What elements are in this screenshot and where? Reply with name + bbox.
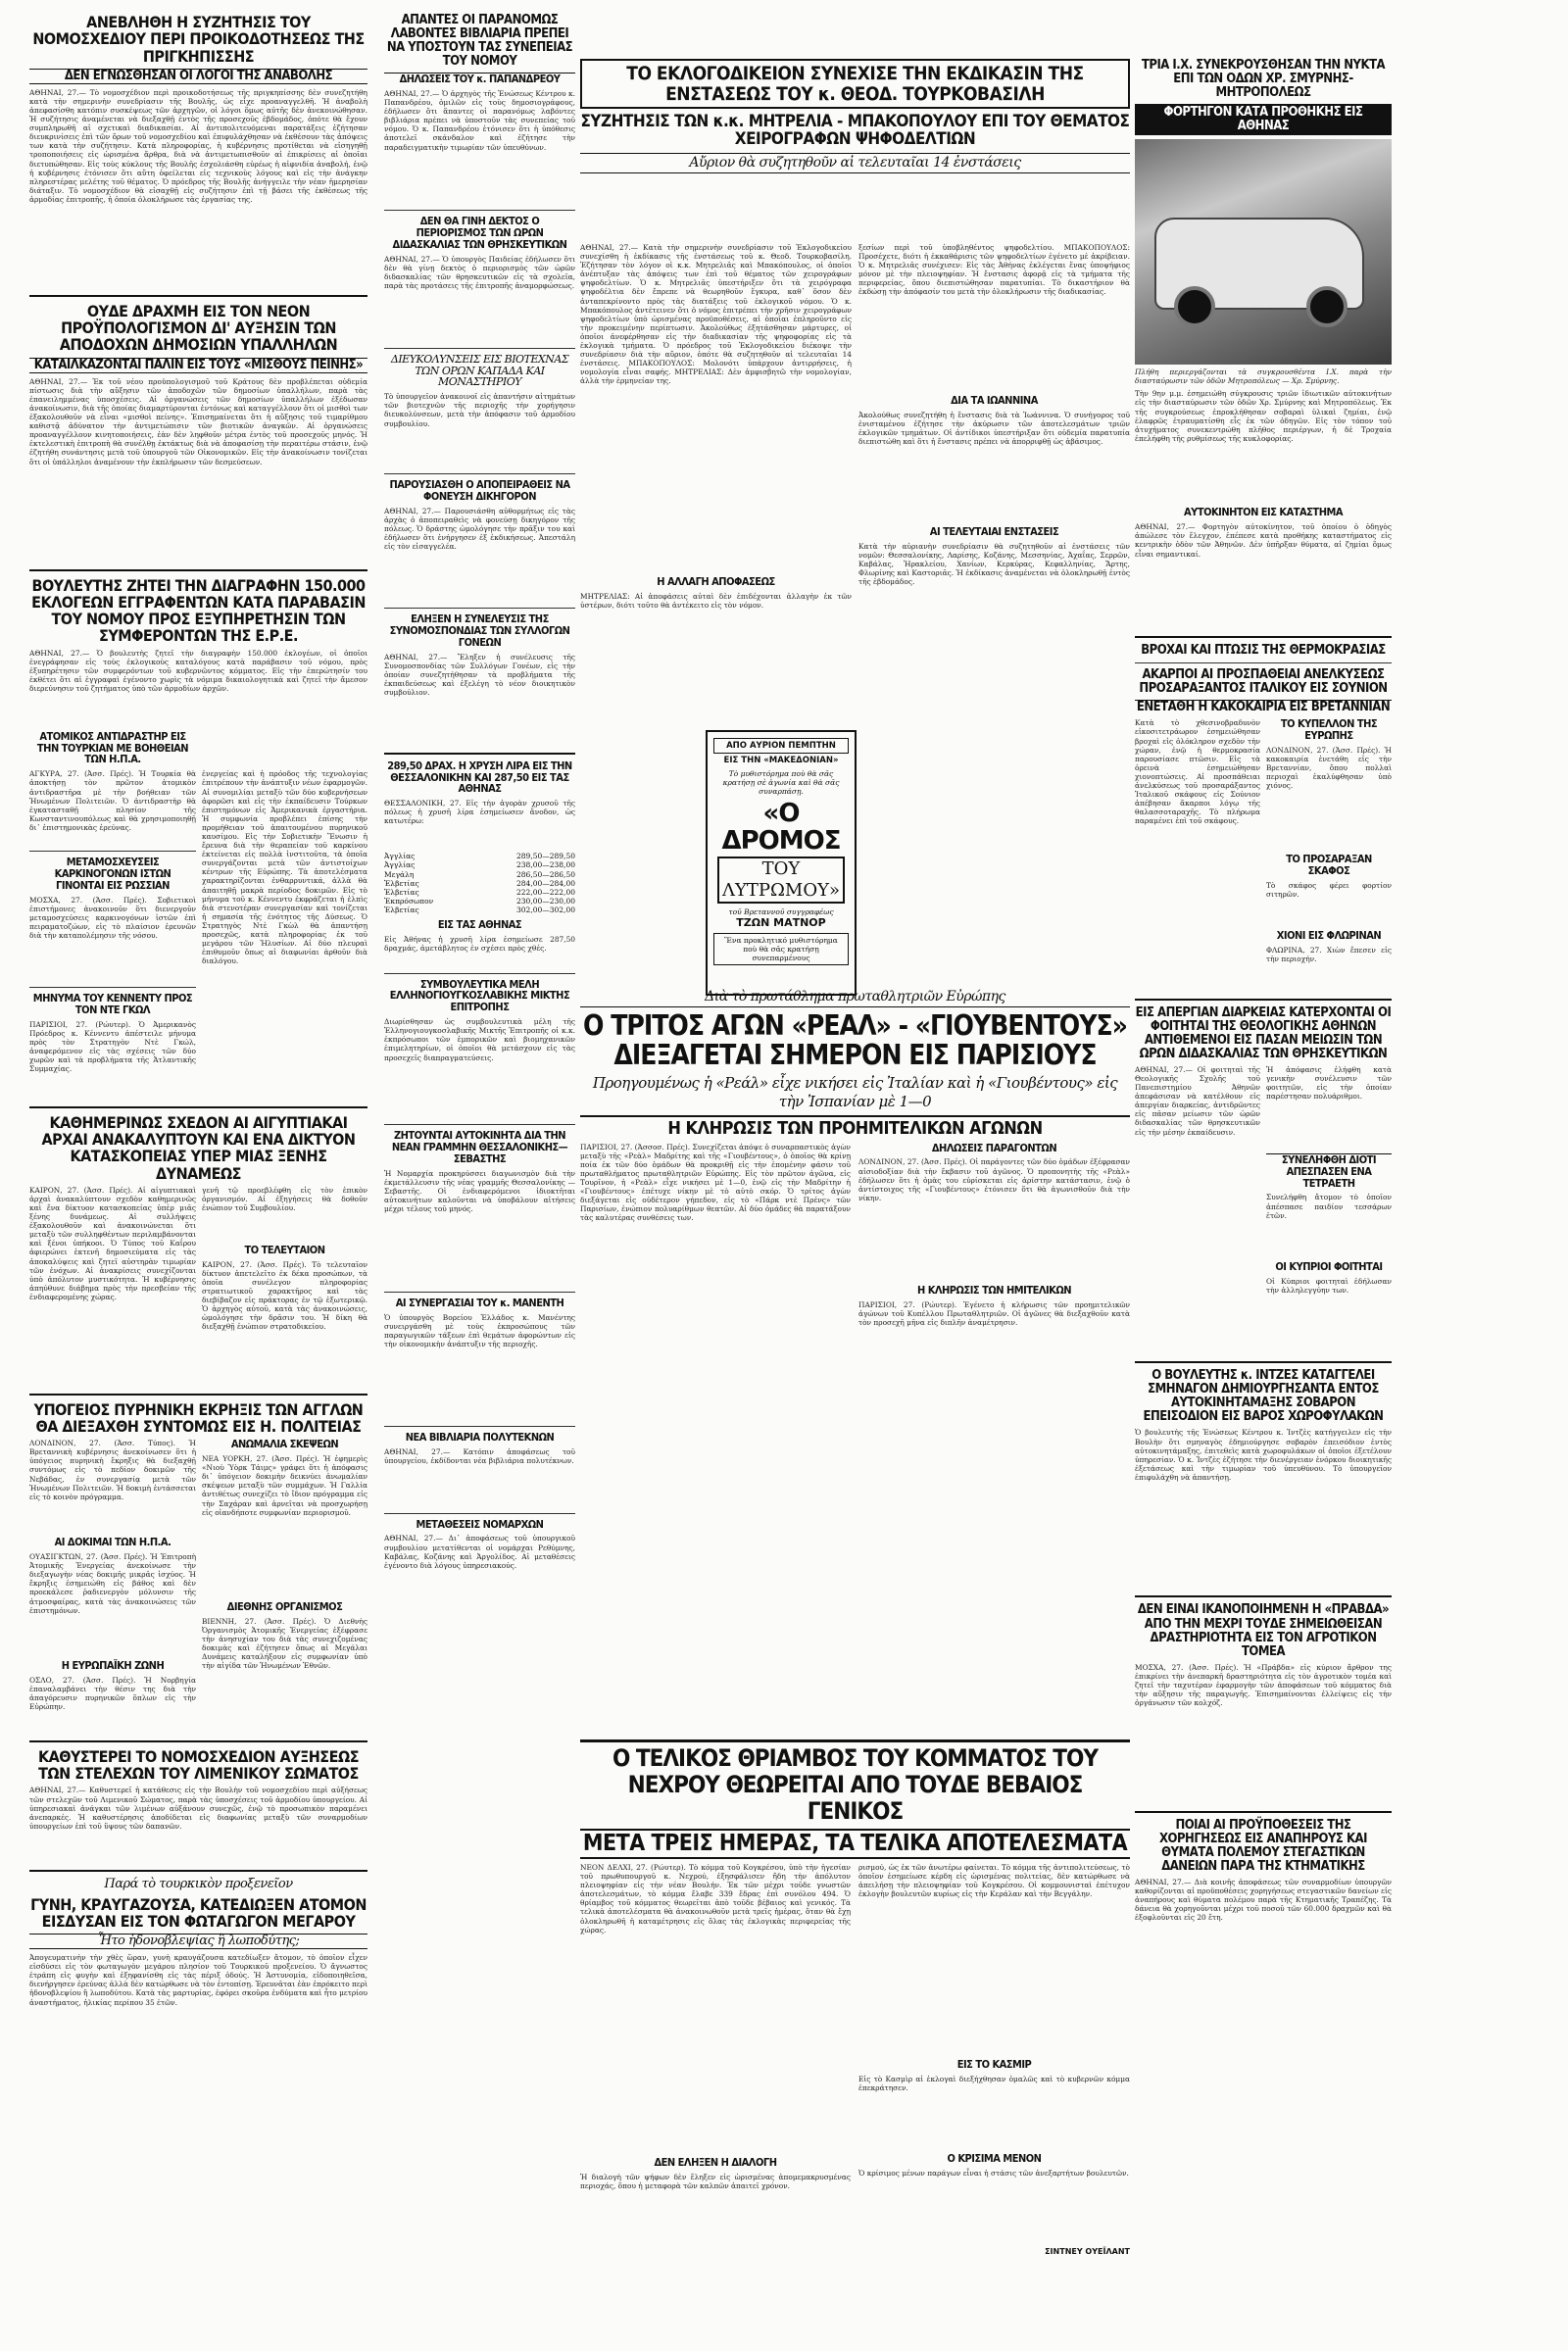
article-text: ΜΗΤΡΕΛΙΑΣ: Αἱ ἀποφάσεις αὐταὶ δὲν ἐπιδέχονται ἀλλαγὴν ἐκ τῶν ὑστέρων, διότι τοῦτο θὰ ἀντέκειτο εἰς τὸν νόμον. [580,591,852,610]
headline-housing-loans: ΠΟΙΑΙ ΑΙ ΠΡΟΫΠΟΘΕΣΕΙΣ ΤΗΣ ΧΟΡΗΓΗΣΕΩΣ ΕΙΣ ΑΝΑΠΗΡΟΥΣ ΚΑΙ ΘΥΜΑΤΑ ΠΟΛΕΜΟΥ ΣΤΕΓΑΣΤΙΚΩΝ ΔΑΝΕΙΩΝ ΠΑΡΑ ΤΗΣ ΚΤΗΜΑΤΙΚΗΣ [1159,1817,1367,1874]
dateline: ΑΘΗΝΑΙ, 27.— [29,648,90,658]
gold-row-label: Ἐκπρόσωπον [384,897,434,906]
article-text: ΑΘΗΝΑΙ, 27.— Παρουσιάσθη αὐθορμήτως εἰς τὰς ἀρχὰς ὁ ἀποπειραθεὶς νὰ φονεύσῃ δικηγόρον τῆς πόλεως. Ὁ δράστης ὡμολόγησε τὴν πρᾶξιν του καὶ ἐδήλωσεν ὅτι ἐνήργησεν ἐξ ἐκδικήσεως. Ἀπεστάλη εἰς τὸν εἰσαγγελέα. [384,507,575,552]
article-text: Ἡ Νομαρχία προκηρύσσει διαγωνισμὸν διὰ τὴν ἐκμετάλλευσιν τῆς νέας γραμμῆς Θεσσαλονίκης — Σεβαστῆς. Οἱ ἐνδιαφερόμενοι ἰδιοκτῆται αὐτοκινήτων καλοῦνται νὰ ὑποβάλουν αἰτήσεις μέχρι τέλους τοῦ μηνός. [384,1168,575,1214]
subhead-europe-cup: ΤΟ ΚΥΠΕΛΛΟΝ ΤΗΣ ΕΥΡΩΠΗΣ [1280,717,1378,743]
article-text: Ἡ διαλογὴ τῶν ψήφων δὲν ἔληξεν εἰς ὡρισμένας ἀπομεμακρυσμένας περιοχάς, ὅπου ἡ μεταφορὰ τῶν καλπῶν ἀπαιτεῖ χρόνον. [580,2172,851,2190]
headline-parents: ΕΛΗΞΕΝ Η ΣΥΝΕΛΕΥΣΙΣ ΤΗΣ ΣΥΝΟΜΟΣΠΟΝΔΙΑΣ ΤΩΝ ΣΥΛΛΟΓΩΝ ΓΟΝΕΩΝ [389,612,570,649]
ad-paper: ΕΙΣ ΤΗΝ «ΜΑΚΕΔΟΝΙΑΝ» [723,756,839,765]
gold-row-label: Ἀγγλίας [384,860,416,870]
dateline: ΑΘΗΝΑΙ, 27.— [29,376,88,386]
headline-booklets: ΑΠΑΝΤΕΣ ΟΙ ΠΑΡΑΝΟΜΩΣ ΛΑΒΟΝΤΕΣ ΒΙΒΛΙΑΡΙΑ ΠΡΕΠΕΙ ΝΑ ΥΠΟΣΤΟΥΝ ΤΑΣ ΣΥΝΕΠΕΙΑΣ ΤΟΥ ΝΟΜΟΥ [386,13,573,70]
car-wheel [1174,286,1215,327]
headline-suspect: ΠΑΡΟΥΣΙΑΣΘΗ Ο ΑΠΟΠΕΙΡΑΘΕΙΣ ΝΑ ΦΟΝΕΥΣΗ ΔΙΚΗΓΟΡΟΝ [389,478,570,504]
gold-row-value: 230,00—230,00 [516,897,575,906]
article-text: Κατὰ τὸ χθεσινοβραδυνὸν εἰκοσιτετράωρον ἐσημειώθησαν βροχαὶ εἰς ὁλόκληρον σχεδὸν τὴν χώραν, ἐνῷ ἡ θερμοκρασία παρουσίασε πτῶσιν. Εἰς τὰ ὀρεινὰ ἐσημειώθησαν χιονοπτώσεις. Αἱ προσπάθειαι ἀνελκύσεως τοῦ προσαράξαντος Ἰταλικοῦ σκάφους εἰς Σούνιον ἀπέβησαν ἄκαρποι λόγῳ τῆς θαλασσοταραχῆς. Τὸ πλήρωμα παραμένει ἐπὶ τοῦ σκάφους. [1135,718,1260,826]
headline-port-corps: ΚΑΘΥΣΤΕΡΕΙ ΤΟ ΝΟΜΟΣΧΕΔΙΟΝ ΑΥΞΗΣΕΩΣ ΤΩΝ ΣΤΕΛΕΧΩΝ ΤΟΥ ΛΙΜΕΝΙΚΟΥ ΣΩΜΑΤΟΣ [37,1746,360,1784]
article-text: Διωρίσθησαν ὡς συμβουλευτικὰ μέλη τῆς Ἑλληνογιουγκοσλαβικῆς Μικτῆς Ἐπιτροπῆς οἱ κ.κ. ἐκπρόσωποι τῶν ἐμπορικῶν καὶ βιομηχανικῶν ἐπιμελητηρίων, οἱ ὁποῖοι θὰ μετάσχουν εἰς τὰς προσεχεῖς διαπραγματεύσεις. [384,1017,575,1062]
subhead-truck: ΦΟΡΤΗΓΟΝ ΚΑΤΑ ΠΡΟΘΗΚΗΣ ΕΙΣ ΑΘΗΝΑΣ [1135,104,1392,135]
article-text: ΠΑΡΙΣΙΟΙ, 27. (Ρώυτερ). Ἐγένετο ἡ κλήρωσις τῶν προημιτελικῶν ἀγώνων τοῦ Κυπέλλου Πρωταθλητριῶν. Οἱ ἀγῶνες θὰ διεξαχθοῦν κατὰ τὸν προσεχῆ μῆνα εἰς διπλῆν ἀναμέτρησιν. [858,1300,1130,1328]
article-text: ΑΘΗΝΑΙ, 27.— Φορτηγὸν αὐτοκίνητον, τοῦ ὁποίου ὁ ὁδηγὸς ἀπώλεσε τὸν ἔλεγχον, ἐπέπεσε κατὰ προθήκης καταστήματος εἰς κεντρικὴν ὁδὸν τῶν Ἀθηνῶν. Δὲν ὑπῆρξαν θύματα, αἱ ζημίαι ὅμως εἶναι σημαντικαί. [1135,522,1392,559]
headline-booklets-large-families: ΝΕΑ ΒΙΒΛΙΑΡΙΑ ΠΟΛΥΤΕΚΝΩΝ [405,1430,555,1444]
subhead-cypriot-students: ΟΙ ΚΥΠΡΙΟΙ ΦΟΙΤΗΤΑΙ [1275,1260,1383,1274]
gold-price-row [384,860,575,869]
article-text: Ἀπογευματινὴν τὴν χθὲς ὥραν, γυνὴ κραυγάζουσα κατεδίωξεν ἄτομον, τὸ ὁποῖον εἶχεν εἰσδύσει εἰς τὸν φωταγωγὸν μεγάρου πλησίον τοῦ Τουρκικοῦ προξενείου. Ὁ ἄγνωστος ἐτράπη εἰς φυγὴν καὶ ἐξηφανίσθη εἰς τὰς πέριξ ὁδούς. Ἡ Ἀστυνομία, εἰδοποιηθεῖσα, διενήργησεν ἐρεύνας ἀλλὰ δὲν κατώρθωσε νὰ τὸν ἐντοπίσῃ. Ἐρευνᾶται ἐὰν ἐπρόκειτο περὶ ἡδονοβλεψίου ἢ λωποδύτου. Κατὰ τὰς μαρτυρίας, ἐφόρει σκοῦρα ἐνδύματα καὶ ἦτο μετρίου ἀναστήματος, ἠλικίας περίπου 35 ἐτῶν. [29,1953,368,2007]
article-text: ΝΕΟΝ ΔΕΛΧΙ, 27. (Ρώυτερ). Τὸ κόμμα τοῦ Κογκρέσου, ὑπὸ τὴν ἡγεσίαν τοῦ πρωθυπουργοῦ κ. Νεχρού, ἐξησφάλισεν ἤδη τὴν ἀπόλυτον πλειοψηφίαν εἰς τὴν νέαν Βουλήν. Ἐκ τῶν μέχρι τοῦδε γνωστῶν ἀποτελεσμάτων, τὸ κόμμα ἔλαβε 339 ἕδρας ἐπὶ συνόλου 494. Ὁ θρίαμβος τοῦ κόμματος θεωρεῖται ἀπὸ τοῦδε βέβαιος καὶ γενικός. Τὰ τελικὰ ἀποτελέσματα θὰ ἀνακοινωθοῦν μετὰ τρεῖς ἡμέρας, ὅταν θὰ ἔχῃ ὁλοκληρωθῆ ἡ καταμέτρησις εἰς ὅλας τὰς ἐκλογικὰς περιφερείας τῆς χώρας. [580,1863,851,1935]
article-text: Ὁ ὑπουργὸς Βορείου Ἑλλάδος κ. Μανέντης συνειργάσθη μὲ τοὺς ἐκπροσώπους τῶν παραγωγικῶν τάξεων ἐπὶ θεμάτων ἀφορώντων εἰς τὴν οἰκονομικὴν ἀνάπτυξιν τῆς περιοχῆς. [384,1312,575,1348]
article-text: Εἰς τὸ Κασμὶρ αἱ ἐκλογαὶ διεξήχθησαν ὁμαλῶς καὶ τὸ κυβερνῶν κόμμα ἐπεκράτησεν. [858,2074,1130,2092]
gold-price-table [384,852,575,914]
headline-joint-committee: ΣΥΜΒΟΥΛΕΥΤΙΚΑ ΜΕΛΗ ΕΛΛΗΝΟΓΙΟΥΓΚΟΣΛΑΒΙΚΗΣ ΜΙΚΤΗΣ ΕΠΙΤΡΟΠΗΣ [389,977,570,1014]
article-text: Ὁ βουλευτὴς τῆς Ἑνώσεως Κέντρου κ. Ἰντζὲς κατήγγειλεν εἰς τὴν Βουλὴν ὅτι σμηναγὸς ἐδημιούργησε σοβαρὸν ἐπεισόδιον ἐντὸς αὐτοκινητάμαξης, ἐπιτεθεὶς κατὰ χωροφυλάκων οἱ ὁποῖοι ἐξετέλουν ὑπηρεσίαν. Ὁ κ. Ἰντζὲς ἐζήτησε τὴν διενέργειαν ἐνόρκου διοικητικῆς ἐξετάσεως καὶ τὴν τιμωρίαν τοῦ ὑπευθύνου. Τὸ ὑπουργεῖον ἐπιφυλάχθη νὰ ἀπαντήσῃ. [1135,1428,1392,1482]
subhead-ioannina: ΔΙΑ ΤΑ ΙΩΑΝΝΙΝΑ [951,394,1038,407]
subhead-us-tests: ΑΙ ΔΟΚΙΜΑΙ ΤΩΝ Η.Π.Α. [54,1536,172,1549]
subhead-last-objections: ΑΙ ΤΕΛΕΥΤΑΙΑΙ ΕΝΣΤΑΣΕΙΣ [929,524,1059,538]
sport-section [580,990,1130,1398]
gold-row-label: Μεγάλη [384,869,415,879]
gold-row-value: 302,00—302,00 [516,906,575,915]
dateline: ΑΘΗΝΑΙ, 27.— [384,89,440,98]
gold-price-row [384,870,575,879]
headline-intzes: Ο ΒΟΥΛΕΥΤΗΣ κ. ΙΝΤΖΕΣ ΚΑΤΑΓΓΕΛΕΙ ΣΜΗΝΑΓΟΝ ΔΗΜΙΟΥΡΓΗΣΑΝΤΑ ΕΝΤΟΣ ΑΥΤΟΚΙΝΗΤΑΜΑΞΗΣ ΣΟΒΑΡΟΝ ΕΠΕΙΣΟΔΙΟΝ ΕΙΣ ΒΑΡΟΣ ΧΩΡΟΦΥΛΑΚΩΝ [1143,1368,1384,1425]
center-right-column [858,243,1130,669]
dateline: ΑΘΗΝΑΙ, 27.— [384,1446,451,1456]
article-text: ΛΟΝΔΙΝΟΝ, 27. (Ἀσσ. Πρές). Ἡ κακοκαιρία ἐνετάθη εἰς τὴν Βρεταννίαν, ὅπου πολλαὶ περιοχαὶ ἐκαλύφθησαν ὑπὸ χιόνος. [1266,746,1392,791]
car-wheel [1306,286,1348,327]
headline-reactor: ΑΤΟΜΙΚΟΣ ΑΝΤΙΔΡΑΣΤΗΡ ΕΙΣ ΤΗΝ ΤΟΥΡΚΙΑΝ ΜΕ ΒΟΗΘΕΙΑΝ ΤΩΝ Η.Π.Α. [36,729,189,766]
gold-row-label: Ἑλβετίας [384,878,419,888]
headline-nuclear-test: ΥΠΟΓΕΙΟΣ ΠΥΡΗΝΙΚΗ ΕΚΡΗΞΙΣ ΤΩΝ ΑΓΓΛΩΝ ΘΑ ΔΙΕΞΑΧΘΗ ΣΥΝΤΟΜΩΣ ΕΙΣ Η. ΠΟΛΙΤΕΙΑΣ [33,1399,364,1436]
article-text: Ἡ ἀπόφασις ἐλήφθη κατὰ γενικὴν συνέλευσιν τῶν φοιτητῶν, εἰς τὴν ὁποίαν παρέστησαν πολυάριθμοι. [1266,1064,1392,1102]
gold-price-row [384,852,575,860]
article-text: ΜΟΣΧΑ, 27. (Ἀσσ. Πρές). Ἡ «Πράβδα» εἰς κύριον ἄρθρον της ἐπικρίνει τὴν ἀνεπαρκῆ δραστηριότητα εἰς τὸν ἀγροτικὸν τομέα καὶ ζητεῖ τὴν ταχυτέραν ἐφαρμογὴν τῶν ἀποφάσεων τοῦ κόμματος διὰ τὴν αὔξησιν τῆς παραγωγῆς. Ἐπισημαίνονται ἐλλείψεις εἰς τὴν ὀργάνωσιν τῶν κολχόζ. [1135,1662,1392,1707]
headline-voter-rolls: ΒΟΥΛΕΥΤΗΣ ΖΗΤΕΙ ΤΗΝ ΔΙΑΓΡΑΦΗΝ 150.000 ΕΚΛΟΓΕΩΝ ΕΓΓΡΑΦΕΝΤΩΝ ΚΑΤΑ ΠΑΡΑΒΑΣΙΝ ΤΟΥ ΝΟΜΟΥ ΠΡΟΣ ΕΞΥΠΗΡΕΤΗΣΙΝ ΤΩΝ ΣΥΜΦΕΡΟΝΤΩΝ ΤΗΣ Ε.Ρ.Ε. [31,575,366,646]
article-text: ΑΘΗΝΑΙ, 27.— Δι᾿ ἀποφάσεως τοῦ ὑπουργικοῦ συμβουλίου μετατίθενται οἱ νομάρχαι Ρεθύμνης, Καβάλας, Κοζάνης καὶ Ἀργολίδος. Αἱ μεταθέσεις ἐγένοντο διὰ λόγους ὑπηρεσιακούς. [384,1534,575,1570]
article-text: ΟΥΑΣΙΓΚΤΩΝ, 27. (Ἀσσ. Πρές). Ἡ Ἐπιτροπὴ Ἀτομικῆς Ἐνεργείας ἀνεκοίνωσε τὴν διεξαγωγὴν νέας δοκιμῆς μικρᾶς ἰσχύος. Ἡ ἔκρηξις ἐσημειώθη εἰς βάθος καὶ δὲν προεκάλεσε ῥαδιενεργὸν μόλυνσιν τῆς ἀτμοσφαίρας, κατὰ τὰς ἀνακοινώσεις τῶν ἐπιστημόνων. [29,1552,196,1615]
subhead-florina-snow: ΧΙΟΝΙ ΕΙΣ ΦΛΩΡΙΝΑΝ [1276,928,1382,942]
article-text: ΦΛΩΡΙΝΑ, 27. Χιὼν ἔπεσεν εἰς τὴν περιοχήν. [1266,945,1392,963]
dateline: ΑΘΗΝΑΙ, 27.— [1135,1064,1193,1074]
dateline: ΑΘΗΝΑΙ, 27.— [384,254,440,264]
gold-row-value: 286,50—286,50 [516,869,575,879]
headline-woman-chase: ΓΥΝΗ, ΚΡΑΥΓΑΖΟΥΣΑ, ΚΑΤΕΔΙΩΞΕΝ ΑΤΟΜΟΝ ΕΙΣΔΥΣΑΝ ΕΙΣ ΤΟΝ ΦΩΤΑΓΩΓΟΝ ΜΕΓΑΡΟΥ [30,1894,367,1931]
left-column [29,14,368,2090]
dateline: ΑΘΗΝΑΙ, 27.— [1135,1877,1192,1886]
article-text: ΑΘΗΝΑΙ, 27.— Ὁ ὑπουργὸς Παιδείας ἐδήλωσεν ὅτι δὲν θὰ γίνῃ δεκτὸς ὁ περιορισμὸς τῶν ὡρῶν διδασκαλίας τῶν θρησκευτικῶν εἰς τὰ σχολεῖα, παρὰ τὰς προτάσεις τῆς ἐπιτροπῆς ἀναμορφώσεως. [384,254,575,290]
byline-sydney-weiland: ΣΙΝΤΝΕΥ ΟΥΕΪΛΑΝΤ [1045,2246,1130,2256]
article-text: ΚΑΙΡΟΝ, 27. (Ἀσσ. Πρές). Αἱ αἰγυπτιακαὶ ἀρχαὶ ἀνακαλύπτουν σχεδὸν καθημερινῶς καὶ ἕνα δίκτυον κατασκοπείας ὑπὲρ μιᾶς ξένης δυνάμεως. Αἱ συλλήψεις ἐξακολουθοῦν καὶ ἀνακοινώνεται ὅτι μεταξὺ τῶν συλληφθέντων περιλαμβάνονται καὶ ξένοι ὑπήκοοι. Ὁ Τύπος τοῦ Καΐρου ἀφιερώνει ἐκτενῆ δημοσιεύματα εἰς τὰς ἀποκαλύψεις καὶ ζητεῖ αὐστηρὰν τιμωρίαν τῶν ἐνόχων. Αἱ ἀνακρίσεις συνεχίζονται ὑπὸ ἀπόλυτον μυστικότητα. Ἡ κυβέρνησις ἀπηύθυνε διάβημα πρὸς τὴν πρεσβείαν τῆς ἐνδιαφερομένης χώρας. [29,1185,196,1301]
ad-author-pre: τοῦ Βρεταννοῦ συγγραφέως [728,907,834,916]
article-text: ΑΘΗΝΑΙ, 27.— Οἱ φοιτηταὶ τῆς Θεολογικῆς Σχολῆς τοῦ Πανεπιστημίου Ἀθηνῶν ἀπεφάσισαν νὰ κατέλθουν εἰς ἀπεργίαν διαρκείας, ἀντιδρῶντες εἰς πᾶσαν μείωσιν τῶν ὡρῶν διδασκαλίας τῶν θρησκευτικῶν εἰς τὴν μέσην ἐκπαίδευσιν. [1135,1064,1260,1137]
headline-prefects: ΜΕΤΑΘΕΣΕΙΣ ΝΟΜΑΡΧΩΝ [416,1517,544,1531]
article-text: ΑΘΗΝΑΙ, 27.— Ὁ ἀρχηγὸς τῆς Ἑνώσεως Κέντρου κ. Παπανδρέου, ὁμιλῶν εἰς τοὺς δημοσιογράφους, ἐδήλωσεν ὅτι ἅπαντες οἱ παρανόμως λαβόντες βιβλιάρια πρέπει νὰ ὑποστοῦν τὰς συνεπείας τοῦ νόμου. Ὁ κ. Παπανδρέου ἐτόνισεν ὅτι ἡ ὑπόθεσις ἀποτελεῖ σκάνδαλον καὶ ἐζήτησε τὴν παραδειγματικὴν τιμωρίαν τῶν ὑπευθύνων. [384,89,575,152]
subhead-arrest: ΣΥΝΕΛΗΦΘΗ ΔΙΟΤΙ ΑΠΕΣΠΑΣΕΝ ΕΝΑ ΤΕΤΡΑΕΤΗ [1266,1153,1392,1190]
subhead-grounded-vessel: ΤΟ ΠΡΟΣΑΡΑΞΑΝ ΣΚΑΦΟΣ [1286,853,1372,877]
headline-egypt-spies: ΚΑΘΗΜΕΡΙΝΩΣ ΣΧΕΔΟΝ ΑΙ ΑΙΓΥΠΤΙΑΚΑΙ ΑΡΧΑΙ ΑΝΑΚΑΛΥΠΤΟΥΝ ΚΑΙ ΕΝΑ ΔΙΚΤΥΟΝ ΚΑΤΑΣΚΟΠΕΙΑΣ ΥΠΕΡ ΜΙΑΣ ΞΕΝΗΣ ΔΥΝΑΜΕΩΣ [41,1112,356,1183]
article-text: ΜΟΣΧΑ, 27. (Ἀσσ. Πρές). Σοβιετικοὶ ἐπιστήμονες ἀνακοινοῦν ὅτι διενεργοῦν μεταμοσχεύσεις καρκινογόνων ἱστῶν ἐπὶ πειραματοζώων, εἰς τὸ πλαίσιον ἐρευνῶν διὰ τὴν καταπολέμησιν τῆς νόσου. [29,895,196,941]
subhead-semifinal-draw: Η ΚΛΗΡΩΣΙΣ ΤΩΝ ΗΜΙΤΕΛΙΚΩΝ [916,1284,1072,1298]
headline-election-court: ΤΟ ΕΚΛΟΓΟΔΙΚΕΙΟΝ ΣΥΝΕΧΙΣΕ ΤΗΝ ΕΚΔΙΚΑΣΙΝ ΤΗΣ ΕΝΣΤΑΣΕΩΣ ΤΟΥ κ. ΘΕΟΔ. ΤΟΥΡΚΟΒΑΣΙΛΗ [580,59,1130,109]
subhead-papandreou: ΔΗΛΩΣΕΙΣ ΤΟΥ κ. ΠΑΠΑΝΔΡΕΟΥ [384,73,575,85]
article-text: ΑΘΗΝΑΙ, 27.— Κατόπιν ἀποφάσεως τοῦ ὑπουργείου, ἐκδίδονται νέα βιβλιάρια πολυτέκνων. [384,1446,575,1465]
gold-row-value: 289,50—289,50 [516,852,575,861]
article-text: ΑΘΗΝΑΙ, 27.— Καθυστερεῖ ἡ κατάθεσις εἰς τὴν Βουλὴν τοῦ νομοσχεδίου περὶ αὐξήσεως τῶν στελεχῶν τοῦ Λιμενικοῦ Σώματος, παρὰ τὰς ὑποσχέσεις τοῦ ἁρμοδίου ὑπουργείου. Αἱ ὑπηρεσιακαὶ ἀνάγκαι τῶν λιμένων αὐξάνουν συνεχῶς, ἐνῷ τὸ προσωπικὸν παραμένει ἀνεπαρκές. Ἡ καθυστέρησις ἀποδίδεται εἰς διαφωνίας μεταξὺ τῶν συναρμοδίων ὑπουργείων ἐπὶ τοῦ ὕψους τῶν δαπανῶν. [29,1786,368,1831]
headline-quarterfinal-draw: Η ΚΛΗΡΩΣΙΣ ΤΩΝ ΠΡΟΗΜΙΤΕΛΙΚΩΝ ΑΓΩΝΩΝ [580,1115,1130,1138]
headline-salvage: ΑΚΑΡΠΟΙ ΑΙ ΠΡΟΣΠΑΘΕΙΑΙ ΑΝΕΛΚΥΣΕΩΣ ΠΡΟΣΑΡΑΞΑΝΤΟΣ ΙΤΑΛΙΚΟΥ ΕΙΣ ΣΟΥΝΙΟΝ [1139,667,1388,697]
article-text: ΑΘΗΝΑΙ, 27.— Κατὰ τὴν σημερινὴν συνεδρίασιν τοῦ Ἐκλογοδικείου συνεχίσθη ἡ ἐκδίκασις τῆς ἐνστάσεως τοῦ κ. Θεοδ. Τουρκοβασίλη. Ἐζήτησαν τὸν λόγον οἱ κ.κ. Μητρελιᾶς καὶ Μπακόπουλος, οἱ ὁποῖοι ἀνέπτυξαν τὰς ἀπόψεις των ἐπὶ τοῦ θέματος τῶν χειρογράφων ψηφοδελτίων. Ὁ κ. Μητρελιᾶς ὑπεστήριξεν ὅτι τὰ χειρόγραφα ψηφοδέλτια δὲν ἔπρεπε νὰ θεωρηθοῦν ἔγκυρα, καθ᾿ ὅσον δὲν ἀνταπεκρίνοντο πρὸς τὰς διατάξεις τοῦ ἐκλογικοῦ νόμου. Ὁ κ. Μπακόπουλος ἀντέτεινεν ὅτι ὁ νόμος ἐπιτρέπει τὴν χρῆσιν χειρογράφων ψηφοδελτίων ὑπὸ ὡρισμένας προϋποθέσεις, αἱ ὁποῖαι ἐπληροῦντο εἰς τὴν προκειμένην περίπτωσιν. Ἀκολούθως ἐξητάσθησαν μάρτυρες, οἱ ὁποῖοι ἀνεφέρθησαν εἰς τὴν διαδικασίαν τῆς ψηφοφορίας εἰς τὰ ἐκλογικὰ τμήματα. Ὁ πρόεδρος τοῦ Ἐκλογοδικείου διέκοψε τὴν συνεδρίασιν διὰ τὴν αὔριον, ὁπότε θὰ συζητηθοῦν αἱ τελευταῖαι 14 ἐνστάσεις. ΜΠΑΚΟΠΟΥΛΟΣ: Μολονότι ὑπάρχουν ἀντιρρήσεις, ἡ νομολογία εἶναι σαφής. ΜΗΤΡΕΛΙΑΣ: Δὲν ἀμφισβητῶ τὴν νομολογίαν, ἀλλὰ τὴν ἑρμηνείαν της. [580,243,852,386]
subhead-intl-org: ΔΙΕΘΝΗΣ ΟΡΓΑΝΙΣΜΟΣ [226,1600,343,1614]
gold-row-value: 284,00—284,00 [516,878,575,888]
headline-princess-dowry: ΑΝΕΒΛΗΘΗ Η ΣΥΖΗΤΗΣΙΣ ΤΟΥ ΝΟΜΟΣΧΕΔΙΟΥ ΠΕΡΙ ΠΡΟΙΚΟΔΟΤΗΣΕΩΣ ΤΗΣ ΠΡΙΓΚΗΠΙΣΣΗΣ [32,13,365,66]
subhead-statements: ΔΗΛΩΣΕΙΣ ΠΑΡΑΓΟΝΤΩΝ [931,1141,1057,1154]
subhead-critical: Ο ΚΡΙΣΙΜΑ ΜΕΝΟΝ [947,2151,1042,2165]
subhead-voyeur: Ἦτο ἡδονοβλεψίας ἢ λωποδύτης; [29,1934,368,1949]
subhead-last: ΤΟ ΤΕΛΕΥΤΑΙΟΝ [244,1243,325,1256]
article-text: Τὸ σκάφος φέρει φορτίον σιτηρῶν. [1266,880,1392,899]
headline-final-results: ΜΕΤΑ ΤΡΕΙΣ ΗΜΕΡΑΣ, ΤΑ ΤΕΛΙΚΑ ΑΠΟΤΕΛΕΣΜΑΤΑ [580,1829,1130,1859]
center-left-column [580,243,852,651]
article-text: ΑΘΗΝΑΙ, 27.— Ἔληξεν ἡ συνέλευσις τῆς Συνομοσπονδίας τῶν Συλλόγων Γονέων, εἰς τὴν ὁποίαν συνεζητήθησαν τὰ προβλήματα τῆς ἐκπαιδεύσεως καὶ ἐξελέγη τὸ νέον διοικητικὸν συμβούλιον. [384,652,575,697]
gold-price-row [384,879,575,888]
article-text: ΒΙΕΝΝΗ, 27. (Ἀσσ. Πρές). Ὁ Διεθνὴς Ὀργανισμὸς Ἀτομικῆς Ἐνεργείας ἐξέφρασε τὴν ἀνησυχίαν του διὰ τὰς συνεχιζομένας δοκιμὰς καὶ ἐζήτησεν ὅπως αἱ Μεγάλαι Δυνάμεις καταλήξουν εἰς συμφωνίαν ὑπὸ τὴν αἰγίδα τῶν Ἡνωμένων Ἐθνῶν. [202,1616,368,1671]
article-text: ΛΟΝΔΙΝΟΝ, 27. (Ἀσσ. Πρές). Οἱ παράγοντες τῶν δύο ὁμάδων ἐξέφρασαν αἰσιοδοξίαν διὰ τὴν ἔκβασιν τοῦ ἀγῶνος. Ὁ προπονητὴς τῆς «Ρεὰλ» ἐδήλωσεν ὅτι ἡ ὁμὰς του εὑρίσκεται εἰς ἀρίστην κατάστασιν, ἐνῷ ὁ ἀντίστοιχος τῆς «Γιουβέντους» ἐτόνισεν ὅτι θὰ ἀγωνισθοῦν διὰ τὴν νίκην. [858,1157,1130,1202]
headline-uk-weather: ΕΝΕΤΑΘΗ Η ΚΑΚΟΚΑΙΡΙΑ ΕΙΣ ΒΡΕΤΑΝΝΙΑΝ [1136,700,1391,715]
gold-row-label: Ἑλβετίας [384,906,419,915]
kicker-turkish-consulate: Παρά τὸ τουρκικὸν προξενεῖον [104,1877,293,1892]
subhead-hunger-wages: ΚΑΤΑΙΛΚΑΖΟΝΤΑΙ ΠΑΛΙΝ ΕΙΣ ΤΟΥΣ «ΜΙΣΘΟΥΣ ΠΕΙΝΗΣ» [29,358,368,373]
headline-car-crash: ΤΡΙΑ Ι.Χ. ΣΥΝΕΚΡΟΥΣΘΗΣΑΝ ΤΗΝ ΝΥΚΤΑ ΕΠΙ ΤΩΝ ΟΔΩΝ ΧΡ. ΣΜΥΡΝΗΣ-ΜΗΤΡΟΠΟΛΕΩΣ [1141,58,1386,101]
article-text: Τὸ ὑπουργεῖον ἀνακοινοῖ εἰς ἀπαντήσιν αἰτημάτων τῶν βιοτεχνῶν τῆς περιοχῆς τὴν χορήγησιν διευκολύνσεων, μετὰ τὴν ἀπόφασιν τοῦ ἁρμοδίου συμβουλίου. [384,392,575,428]
headline-pravda: ΔΕΝ ΕΙΝΑΙ ΙΚΑΝΟΠΟΙΗΜΕΝΗ Η «ΠΡΑΒΔΑ» ΑΠΟ ΤΗΝ ΜΕΧΡΙ ΤΟΥΔΕ ΣΗΜΕΙΩΘΕΙΣΑΝ ΔΡΑΣΤΗΡΙΟΤΗΤΑ ΕΙΣ ΤΟΝ ΑΓΡΟΤΙΚΟΝ ΤΟΜΕΑ [1137,1602,1390,1659]
article-text: ΑΘΗΝΑΙ, 27.— Διὰ κοινῆς ἀποφάσεως τῶν συναρμοδίων ὑπουργῶν καθορίζονται αἱ προϋποθέσεις χορηγήσεως στεγαστικῶν δανείων εἰς ἀναπήρους καὶ θύματα πολέμου παρὰ τῆς Κτηματικῆς Τραπέζης. Τὰ δάνεια θὰ χορηγοῦνται μέχρι τοῦ ποσοῦ τῶν 60.000 δραχμῶν καὶ θὰ ἐξοφλοῦνται εἰς 20 ἔτη. [1135,1877,1392,1923]
headline-craftsmen: ΔΙΕΥΚΟΛΥΝΣΕΙΣ ΕΙΣ ΒΙΟΤΕΧΝΑΣ ΤΩΝ ΟΡΩΝ ΚΑΠΑΔΑ ΚΑΙ ΜΟΝΑΣΤΗΡΙΟΥ [390,352,569,389]
article-text: ΠΑΡΙΣΙΟΙ, 27. (Ρώυτερ). Ὁ Ἀμερικανὸς Πρόεδρος κ. Κέννεντυ ἀπέστειλε μήνυμα πρὸς τὸν Στρατηγὸν Ντὲ Γκώλ, ἀναφερόμενον εἰς τὰς σχέσεις τῶν δύο χωρῶν καὶ τὰ προβλήματα τῆς Ἀτλαντικῆς Συμμαχίας. [29,1019,196,1074]
headline-kennedy: ΜΗΝΥΜΑ ΤΟΥ ΚΕΝΝΕΝΤΥ ΠΡΟΣ ΤΟΝ ΝΤΕ ΓΚΩΛ [32,991,193,1016]
article-text: ΑΘΗΝΑΙ, 27.— Τὸ νομοσχέδιον περὶ προικοδοτήσεως τῆς πριγκηπίσσης δὲν συνεζητήθη κατὰ τὴν σημερινὴν συνεδρίασιν τῆς Βουλῆς, ὡς εἶχε προαναγγελθῆ. Ἡ ἀναβολὴ ἀπεφασίσθη κατόπιν συσκέψεως τῶν ἀρχηγῶν, οἱ λόγοι ὅμως αὐτῆς δὲν ἀνεκοινώθησαν. Ἡ συζήτησις ἀναμένεται νὰ διεξαχθῇ ἐντὸς τῆς προσεχοῦς ἑβδομάδος, ὁπότε θὰ ἔχουν συμπληρωθῆ αἱ σχετικαὶ διαδικασίαι. Αἱ ἀντιπολιτευόμεναι παρατάξεις ἐζήτησαν διευκρινίσεις ἐπὶ τῶν ὅρων τοῦ νομοσχεδίου καὶ ἐπιφυλάχθησαν νὰ ἐκθέσουν τὰς ἀπόψεις των κατὰ τὴν συζήτησιν. Κατὰ πληροφορίας, ἡ κυβέρνησις προτίθεται νὰ εἰσηγηθῇ τροποποιήσεις εἰς ὡρισμένα ἄρθρα, διὰ νὰ ἀντιμετωπισθοῦν αἱ ἐπικρίσεις αἱ ὁποῖαι διετυπώθησαν. Εἰς τοὺς κύκλους τῆς Βουλῆς ἐσχολιάσθη εὐρέως ἡ αἰφνιδία ἀναβολή, ἐνῷ ἡ κυβέρνησις ἐτόνισεν ὅτι αὕτη ὀφείλεται εἰς τεχνικοὺς λόγους καὶ εἰς τὴν ἀνάγκην πληρεστέρας μελέτης τοῦ θέματος. Ὁ πρόεδρος τῆς Βουλῆς ἀνήγγειλε τὴν νέαν ἡμερησίαν διάταξιν. Τὸ νομοσχέδιον θὰ εἰσαχθῇ εἰς συζήτησιν ἐπὶ τῇ βάσει τῆς ἐκθέσεως τῆς ἁρμοδίας ἐπιτροπῆς, ἡ ὁποία ὁλοκλήρωσε τὰς ἐργασίας της. [29,87,368,204]
ad-kicker: ΑΠΟ ΑΥΡΙΟΝ ΠΕΜΠΤΗΝ [713,738,849,754]
article-text: Συνελήφθη ἄτομον τὸ ὁποῖον ἀπέσπασε παιδίον τεσσάρων ἐτῶν. [1266,1193,1392,1220]
article-text: ΟΣΛΟ, 27. (Ἀσσ. Πρές). Ἡ Νορβηγία ἐπαναλαμβάνει τὴν θέσιν της διὰ τὴν ἀπαγόρευσιν πυρηνικῶν ὅπλων εἰς τὴν Εὐρώπην. [29,1675,196,1712]
gold-row-value: 238,00—238,00 [516,860,575,870]
headline-theology-strike: ΕΙΣ ΑΠΕΡΓΙΑΝ ΔΙΑΡΚΕΙΑΣ ΚΑΤΕΡΧΟΝΤΑΙ ΟΙ ΦΟΙΤΗΤΑΙ ΤΗΣ ΘΕΟΛΟΓΙΚΗΣ ΑΘΗΝΩΝ ΑΝΤΙΘΕΜΕΝΟΙ ΕΙΣ ΠΑΣΑΝ ΜΕΙΩΣΙΝ ΤΩΝ ΩΡΩΝ ΔΙΔΑΣΚΑΛΙΑΣ ΤΩΝ ΘΡΗΣΚΕΥΤΙΚΩΝ [1135,1004,1392,1061]
headline-bus-line: ΖΗΤΟΥΝΤΑΙ ΑΥΤΟΚΙΝΗΤΑ ΔΙΑ ΤΗΝ ΝΕΑΝ ΓΡΑΜΜΗΝ ΘΕΣΣΑΛΟΝΙΚΗΣ—ΣΕΒΑΣΤΗΣ [391,1129,568,1165]
article-text: ΑΓΚΥΡΑ, 27. (Ἀσσ. Πρές). Ἡ Τουρκία θὰ ἀποκτήσῃ τὸν πρῶτον ἀτομικὸν ἀντιδραστῆρα μὲ τὴν βοήθειαν τῶν Ἡνωμένων Πολιτειῶν. Ὁ ἀντιδραστὴρ θὰ ἐγκατασταθῇ πλησίον τῆς Κωνσταντινουπόλεως καὶ θὰ χρησιμοποιηθῇ δι᾿ ἐπιστημονικὰς ἐρεύνας. [29,769,196,832]
article-text: γενῆ τῷ προεβλέφθη εἰς τὸν ἐπικὸν ὀργανισμόν. Αἱ ἐξηγήσεις θὰ δοθοῦν ἐνώπιον τοῦ Συμβουλίου. [202,1185,368,1212]
dateline: ΑΘΗΝΑΙ, 27.— [29,1786,86,1795]
dateline: ΑΘΗΝΑΙ, 27.— [384,652,448,661]
subhead-kashmir: ΕΙΣ ΤΟ ΚΑΣΜΙΡ [956,2058,1032,2071]
subhead-euro-zone: Η ΕΥΡΩΠΑΪΚΗ ΖΩΝΗ [61,1659,165,1673]
article-text: Τὴν 9ην μ.μ. ἐσημειώθη σύγκρουσις τριῶν ἰδιωτικῶν αὐτοκινήτων εἰς τὴν διασταύρωσιν τῶν ὁδῶν Χρ. Σμύρνης καὶ Μητροπόλεως. Ἐκ τῆς συγκρούσεως ἐπροκλήθησαν σοβαραὶ ὑλικαὶ ζημίαι, ἐνῷ ἐλαφρῶς ἐτραυματίσθη εἷς ἐκ τῶν ὁδηγῶν. Εἰς τὸν τόπον τοῦ ἀτυχήματος συνεκεντρώθη πλῆθος περιέργων, ἡ δὲ Τροχαία ἐπελήφθη τῆς ρυθμίσεως τῆς κυκλοφορίας. [1135,389,1392,443]
subhead-prior-results: Προηγουμένως ἡ «Ρεάλ» εἶχε νικήσει εἰς Ἰταλίαν καὶ ἡ «Γιουβέντους» εἰς τὴν Ἰσπανίαν μὲ 1—0 [592,1074,1118,1111]
gold-price-row [384,906,575,914]
headline-nehru-triumph: Ο ΤΕΛΙΚΟΣ ΘΡΙΑΜΒΟΣ ΤΟΥ ΚΟΜΜΑΤΟΣ ΤΟΥ ΝΕΧΡΟΥ ΘΕΩΡΕΙΤΑΙ ΑΠΟ ΤΟΥΔΕ ΒΕΒΑΙΟΣ ΓΕΝΙΚΟΣ [580,1739,1130,1825]
ad-author: ΤΖΩΝ ΜΑΤΝΟΡ [736,916,826,929]
nehru-section [580,1739,1130,2256]
dateline: ΑΘΗΝΑΙ, 27.— [384,507,441,515]
subhead-car-into-shop: ΑΥΤΟΚΙΝΗΤΟΝ ΕΙΣ ΚΑΤΑΣΤΗΜΑ [1184,506,1343,519]
headline-rain-cold: ΒΡΟΧΑΙ ΚΑΙ ΠΤΩΣΙΣ ΤΗΣ ΘΕΡΜΟΚΡΑΣΙΑΣ [1141,643,1386,659]
article-text: ΠΑΡΙΣΙΟΙ, 27. (Ἀσσοσ. Πρές). Συνεχίζεται ἀπόψε ὁ συναρπαστικὸς ἀγὼν μεταξὺ τῆς «Ρεὰλ» Μαδρίτης καὶ τῆς «Γιουβέντους», ὁ ὁποῖος θὰ κρίνῃ ποία ἐκ τῶν δύο ὁμάδων θὰ προκριθῇ εἰς τὴν ἑπομένην φάσιν τοῦ πρωταθλήματος πρωταθλητριῶν Εὐρώπης. Εἰς τὸν πρῶτον ἀγῶνα, εἰς Τουρῖνον, ἡ «Ρεὰλ» εἶχε νικήσει μὲ 1—0, ἐνῷ εἰς τὴν Μαδρίτην ἡ «Γιουβέντους» ἐπέτυχε νίκην μὲ τὸ αὐτὸ σκόρ. Ὁ τρίτος ἀγὼν διεξάγεται εἰς οὐδέτερον γήπεδον, εἰς τὸ «Πάρκ ντὲ Πρένς» τῶν Παρισίων, ἐνώπιον πολυαρίθμων θεατῶν. Αἱ δύο ὁμάδες θὰ παρατάξουν τὰς καλυτέρας συνθέσεις των. [580,1142,851,1223]
subhead-decision-change: Η ΑΛΛΑΓΗ ΑΠΟΦΑΣΕΩΣ [657,575,775,588]
subhead-athens: ΕΙΣ ΤΑΣ ΑΘΗΝΑΣ [437,917,522,931]
right-column [1135,59,1392,2020]
photo-caption: Πλήθη περιεργάζονται τὰ συγκρουσθέντα Ι.Χ. παρὰ τὴν διασταύρωσιν τῶν ὁδῶν Μητροπόλεως — Χρ. Σμύρνης. [1135,367,1392,386]
article-text: Ἀκολούθως συνεζητήθη ἡ ἔνστασις διὰ τὰ Ἰωάννινα. Ὁ συνήγορος τοῦ ἐνισταμένου ἐζήτησε τὴν ἀκύρωσιν τῶν ἀποτελεσμάτων τριῶν ἐκλογικῶν τμημάτων. Οἱ ἀντίδικοι ὑπεστήριξαν ὅτι οὐδεμία παρατυπία διεπιστώθη καὶ ὅτι ἡ ἔνστασις πρέπει νὰ ἀπορριφθῇ ὡς ἀβάσιμος. [858,410,1130,447]
ad-blurb: Τὸ μυθιστόρημα ποὺ θὰ σᾶς κρατήσῃ σὲ ἀγωνία καὶ θὰ σᾶς συναρπάσῃ. [722,769,840,796]
crash-photo [1135,139,1392,365]
subhead-thought-anomaly: ΑΝΩΜΑΛΙΑ ΣΚΕΨΕΩΝ [230,1438,339,1451]
article-text: ΚΑΙΡΟΝ, 27. (Ἀσσ. Πρές). Τὸ τελευταῖον δίκτυον ἀπετελεῖτο ἐκ δέκα προσώπων, τὰ ὁποῖα συνέλεγον πληροφορίας στρατιωτικοῦ χαρακτῆρος καὶ τὰς διεβίβαζον εἰς πράκτορας ἐν τῷ ἐξωτερικῷ. Ὁ ἀρχηγὸς αὐτοῦ, κατὰ τὰς ἀνακοινώσεις, ὡμολόγησε τὴν δρᾶσιν του. Ἡ δίκη θὰ διεξαχθῇ ἐνώπιον στρατοδικείου. [202,1259,368,1332]
article-text: ΑΘΗΝΑΙ, 27.— Ἐκ τοῦ νέου προϋπολογισμοῦ τοῦ Κράτους δὲν προβλέπεται οὐδεμία πίστωσις διὰ τὴν αὔξησιν τῶν ἀποδοχῶν τῶν δημοσίων ὑπαλλήλων, παρὰ τὰς ἐπανειλημμένας ὑποσχέσεις. Αἱ ὀργανώσεις τῶν δημοσίων ὑπαλλήλων ἐξέδωσαν ἀνακοίνωσιν, διὰ τῆς ὁποίας διαμαρτύρονται ἐντόνως καὶ καταγγέλλουν ὅτι οἱ μισθοὶ των ἐξακολουθοῦν νὰ εἶναι «μισθοὶ πείνης». Ἐπισημαίνεται ὅτι ἡ αὔξησις τοῦ τιμαρίθμου καθιστᾷ ἀδύνατον τὴν ἀντιμετώπισιν τῶν βιοτικῶν ἀναγκῶν. Αἱ ὀργανώσεις προαναγγέλλουν κινητοποιήσεις, ἐὰν δὲν ληφθοῦν μέτρα ἐντὸς τοῦ προσεχοῦς μηνός. Ἡ ἐκτελεστικὴ ἐπιτροπὴ θὰ συνέλθῃ ἐκτάκτως διὰ νὰ ἀποφασίσῃ τὴν περαιτέρω στάσιν, ἐνῷ ἐζητήθη συνάντησις μετὰ τοῦ ὑπουργοῦ τῶν Οἰκονομικῶν. Εἰς τὴν ἀνακοίνωσιν τονίζεται ὅτι οἱ ὑπάλληλοι ἀναμένουν τὴν ἐκπλήρωσιν τῶν δεσμεύσεων. [29,376,368,466]
headline-transplants: ΜΕΤΑΜΟΣΧΕΥΣΕΙΣ ΚΑΡΚΙΝΟΓΟΝΩΝ ΙΣΤΩΝ ΓΙΝΟΝΤΑΙ ΕΙΣ ΡΩΣΣΙΑΝ [54,856,172,893]
subhead-tomorrow: Αὔριον θὰ συζητηθοῦν αἱ τελευταῖαι 14 ἐνστάσεις [580,153,1130,173]
article-text: Κατὰ τὴν αὐριανὴν συνεδρίασιν θὰ συζητηθοῦν αἱ ἐνστάσεις τῶν νομῶν: Θεσσαλονίκης, Λαρίσης, Κοζάνης, Μεσσηνίας, Ἀχαΐας, Σερρῶν, Καβάλας, Ἡρακλείου, Χανίων, Κερκύρας, Κεφαλληνίας, Ἄρτης, Φλωρίνης καὶ Καστοριᾶς. Ἡ ἐκδίκασις ἀναμένεται νὰ ὁλοκληρωθῇ ἐντὸς τῆς ἑβδομάδος. [858,541,1130,587]
headline-manentis: ΑΙ ΣΥΝΕΡΓΑΣΙΑΙ ΤΟΥ κ. ΜΑΝΕΝΤΗ [395,1296,564,1309]
column-2 [384,14,575,1661]
headline-religious-hours: ΔΕΝ ΘΑ ΓΙΝΗ ΔΕΚΤΟΣ Ο ΠΕΡΙΟΡΙΣΜΟΣ ΤΩΝ ΩΡΩΝ ΔΙΔΑΣΚΑΛΙΑΣ ΤΩΝ ΘΡΗΣΚΕΥΤΙΚΩΝ [392,215,567,251]
article-text: ρισμού, ὡς ἐκ τῶν ἀνωτέρω φαίνεται. Τὸ κόμμα τῆς ἀντιπολιτεύσεως, τὸ ὁποῖον ἐσημείωσε κέρδη εἰς ὡρισμένας πολιτείας, δὲν κατώρθωσε νὰ ἀπειλήσῃ τὴν πλειοψηφίαν τοῦ Κογκρέσου. Οἱ κομμουνισταὶ ἐπέτυχον ἐκλογὴν βουλευτῶν κυρίως εἰς τὴν Κεράλαν καὶ τὴν Βεγγάλην. [858,1863,1130,1899]
center-banner [580,59,1130,177]
gold-price-row [384,888,575,897]
headline-real-juventus: Ο ΤΡΙΤΟΣ ΑΓΩΝ «ΡΕΑΛ» - «ΓΙΟΥΒΕΝΤΟΥΣ» ΔΙΕΞΑΓΕΤΑΙ ΣΗΜΕΡΟΝ ΕΙΣ ΠΑΡΙΣΙΟΥΣ [583,1009,1127,1072]
ad-tail: Ἕνα προκλητικό μυθιστόρημα ποὺ θὰ σᾶς κρατήσῃ συνεπαρμένους [713,933,849,965]
subhead-mitrelias: ΣΥΖΗΤΗΣΙΣ ΤΩΝ κ.κ. ΜΗΤΡΕΛΙΑ - ΜΠΑΚΟΠΟΥΛΟΥ ΕΠΙ ΤΟΥ ΘΕΜΑΤΟΣ ΧΕΙΡΟΓΡΑΦΩΝ ΨΗΦΟΔΕΛΤΙΩΝ [580,112,1130,150]
dateline: ΑΘΗΝΑΙ, 27.— [29,87,86,97]
article-text: ξεσίων περὶ τοῦ ὑποβληθέντος ψηφοδελτίου. ΜΠΑΚΟΠΟΥΛΟΣ: Προσέχετε, διότι ἡ ἐκκαθάρισις τῶν ψηφοδελτίων ἐγένετο μὲ ἀκρίβειαν. Ὁ κ. Μητρελιᾶς συνέχισεν: Εἰς τὰς Ἀθήνας ἐκλέγεται ἕνας ὑποψήφιος μόνον μὲ τὴν πλειοψηφίαν. Ἡ ἔνστασις ἀφορᾷ εἰς τὰ τμήματα τῆς περιφερείας, ὅπου διεπιστώθησαν παρατυπίαι. Τὸ δικαστήριον θὰ ἐκδώσῃ τὴν ἀπόφασίν του μετὰ τὴν ὁλοκλήρωσιν τῆς διαδικασίας. [858,243,1130,297]
ad-title-2: ΤΟΥ ΛΥΤΡΩΜΟΥ» [717,857,845,904]
article-text: ΑΘΗΝΑΙ, 27.— Ὁ βουλευτὴς ζητεῖ τὴν διαγραφὴν 150.000 ἐκλογέων, οἱ ὁποῖοι ἐνεγράφησαν εἰς τοὺς ἐκλογικοὺς καταλόγους κατὰ παράβασιν τοῦ νόμου, πρὸς ἐξυπηρέτησιν τῶν συμφερόντων τοῦ κυβερνῶντος κόμματος. Εἰς τὴν ἐπερώτησίν του ἐκθέτει ὅτι αἱ ἐγγραφαὶ ἐγένοντο χωρὶς τὰ νόμιμα δικαιολογητικὰ καὶ ζητεῖ τὴν ἄμεσον διερεύνησιν τοῦ ζητήματος ὑπὸ τῶν ἁρμοδίων ἀρχῶν. [29,648,368,694]
gold-row-label: Ἑλβετίας [384,888,419,898]
dateline: ΑΘΗΝΑΙ, 27.— [580,243,639,252]
headline-gold-price: 289,50 ΔΡΑΧ. Η ΧΡΥΣΗ ΛΙΡΑ ΕΙΣ ΤΗΝ ΘΕΣΣΑΛΟΝΙΚΗΝ ΚΑΙ 287,50 ΕΙΣ ΤΑΣ ΑΘΗΝΑΣ [387,759,572,796]
gold-price-row [384,897,575,906]
kicker-european-cup: Διὰ τὸ πρωτάθλημα πρωταθλητριῶν Εὐρώπης [580,990,1130,1007]
article-text: ΝΕΑ ΥΟΡΚΗ, 27. (Ἀσσ. Πρές). Ἡ ἐφημερὶς «Νιοὺ Ὑὸρκ Τάιμς» γράφει ὅτι ἡ ἀπόφασις δι᾿ ὑπόγειον δοκιμὴν δεικνύει ἀνωμαλίαν σκέψεων μεταξὺ τῶν συμμάχων. Ἡ Γαλλία ἀντιθέτως συνεχίζει τὸ ἴδιον πρόγραμμα εἰς τὴν Σαχάραν καὶ ἀρνεῖται νὰ προσχωρήσῃ εἰς οἱανδήποτε συμφωνίαν περιορισμοῦ. [202,1454,368,1517]
article-text: Ὁ κρίσιμος μένων παράγων εἶναι ἡ στάσις τῶν ἀνεξαρτήτων βουλευτῶν. [858,2168,1129,2178]
subhead-postponement: ΔΕΝ ΕΓΝΩΣΘΗΣΑΝ ΟΙ ΛΟΓΟΙ ΤΗΣ ΑΝΑΒΟΛΗΣ [29,69,368,84]
article-text: ἐνεργείας καὶ ἡ πρόοδος τῆς τεχνολογίας ἐπιτρέπουν τὴν ἀνάπτυξιν νέων ἐφαρμογῶν. Αἱ συνομιλίαι μεταξὺ τῶν δύο κυβερνήσεων ἀφορῶσι καὶ εἰς τὴν ἐκπαίδευσιν Τούρκων ἐπιστημόνων εἰς Ἀμερικανικὰ ἐργαστήρια. Ἡ συμφωνία προβλέπει ἐπίσης τὴν προμήθειαν τοῦ ἀπαιτουμένου πυρηνικοῦ καυσίμου. Εἰς τὴν Σοβιετικὴν Ἕνωσιν ἡ ἔρευνα διὰ τὴν θεραπείαν τοῦ καρκίνου ἐκτείνεται εἰς πολλὰ ἰνστιτοῦτα, τὰ ὁποῖα συνεργάζονται μετὰ τῶν ἀντιστοίχων κέντρων τῆς Εὐρώπης. Τὰ ἀποτελέσματα χαρακτηρίζονται ἐνθαρρυντικά, ἀλλὰ θὰ ἀπαιτηθῇ μακρὰ περίοδος δοκιμῶν. Εἰς τὸ μήνυμα τοῦ κ. Κέννεντυ ἐκφράζεται ἡ ἐλπὶς διὰ στενοτέραν συνεργασίαν καὶ τονίζεται ἡ σημασία τῆς ἑνότητος τῆς Δύσεως. Ὁ Στρατηγὸς Ντὲ Γκὼλ θὰ ἀπαντήσῃ προσεχῶς, κατὰ πληροφορίας ἐκ τοῦ μεγάρου τῶν Ἠλυσίων. Αἱ δύο πλευραὶ ἐπιθυμοῦν ὅπως αἱ διαφωνίαι ἀρθοῦν διὰ διαλόγου. [202,769,368,966]
article-text: Οἱ Κύπριοι φοιτηταὶ ἐδήλωσαν τὴν ἀλληλεγγύην των. [1266,1277,1392,1296]
dateline: ΑΘΗΝΑΙ, 27.— [1135,522,1196,532]
ad-title: «Ο ΔΡΟΜΟΣ [721,799,841,856]
serial-ad [706,730,857,996]
article-text: Εἰς Ἀθήνας ἡ χρυσῆ λίρα ἐσημείωσε 287,50 δραχμάς, ἀμετάβλητος ἐν σχέσει πρὸς χθές. [384,934,575,953]
headline-budget: ΟΥΔΕ ΔΡΑΧΜΗ ΕΙΣ ΤΟΝ ΝΕΟΝ ΠΡΟΫΠΟΛΟΓΙΣΜΟΝ ΔΙ' ΑΥΞΗΣΙΝ ΤΩΝ ΑΠΟΔΟΧΩΝ ΔΗΜΟΣΙΩΝ ΥΠΑΛΛΗΛΩΝ [59,301,338,355]
dateline: ΑΘΗΝΑΙ, 27.— [384,1534,443,1543]
subhead-count-not-over: ΔΕΝ ΕΛΗΞΕΝ Η ΔΙΑΛΟΓΗ [654,2156,777,2169]
gold-row-value: 222,00—222,00 [516,888,575,898]
article-text: ΛΟΝΔΙΝΟΝ, 27. (Ἀσσ. Τύπος). Ἡ Βρεταννικὴ κυβέρνησις ἀνεκοίνωσεν ὅτι ἡ ὑπόγειος πυρηνικὴ ἔκρηξις θὰ διεξαχθῇ συντόμως εἰς τὸ πεδίον δοκιμῶν τῆς Νεβάδας, ἐν συνεργασίᾳ μετὰ τῶν Ἡνωμένων Πολιτειῶν. Ἡ δοκιμὴ ἐντάσσεται εἰς τὸ κοινὸν πρόγραμμα. [29,1439,196,1501]
article-text: ΘΕΣΣΑΛΟΝΙΚΗ, 27. Εἰς τὴν ἀγορὰν χρυσοῦ τῆς πόλεως ἡ χρυσῆ λίρα ἐσημείωσεν ἄνοδον, ὡς κατωτέρω: [384,799,575,826]
gold-row-label: Ἀγγλίας [384,852,416,861]
